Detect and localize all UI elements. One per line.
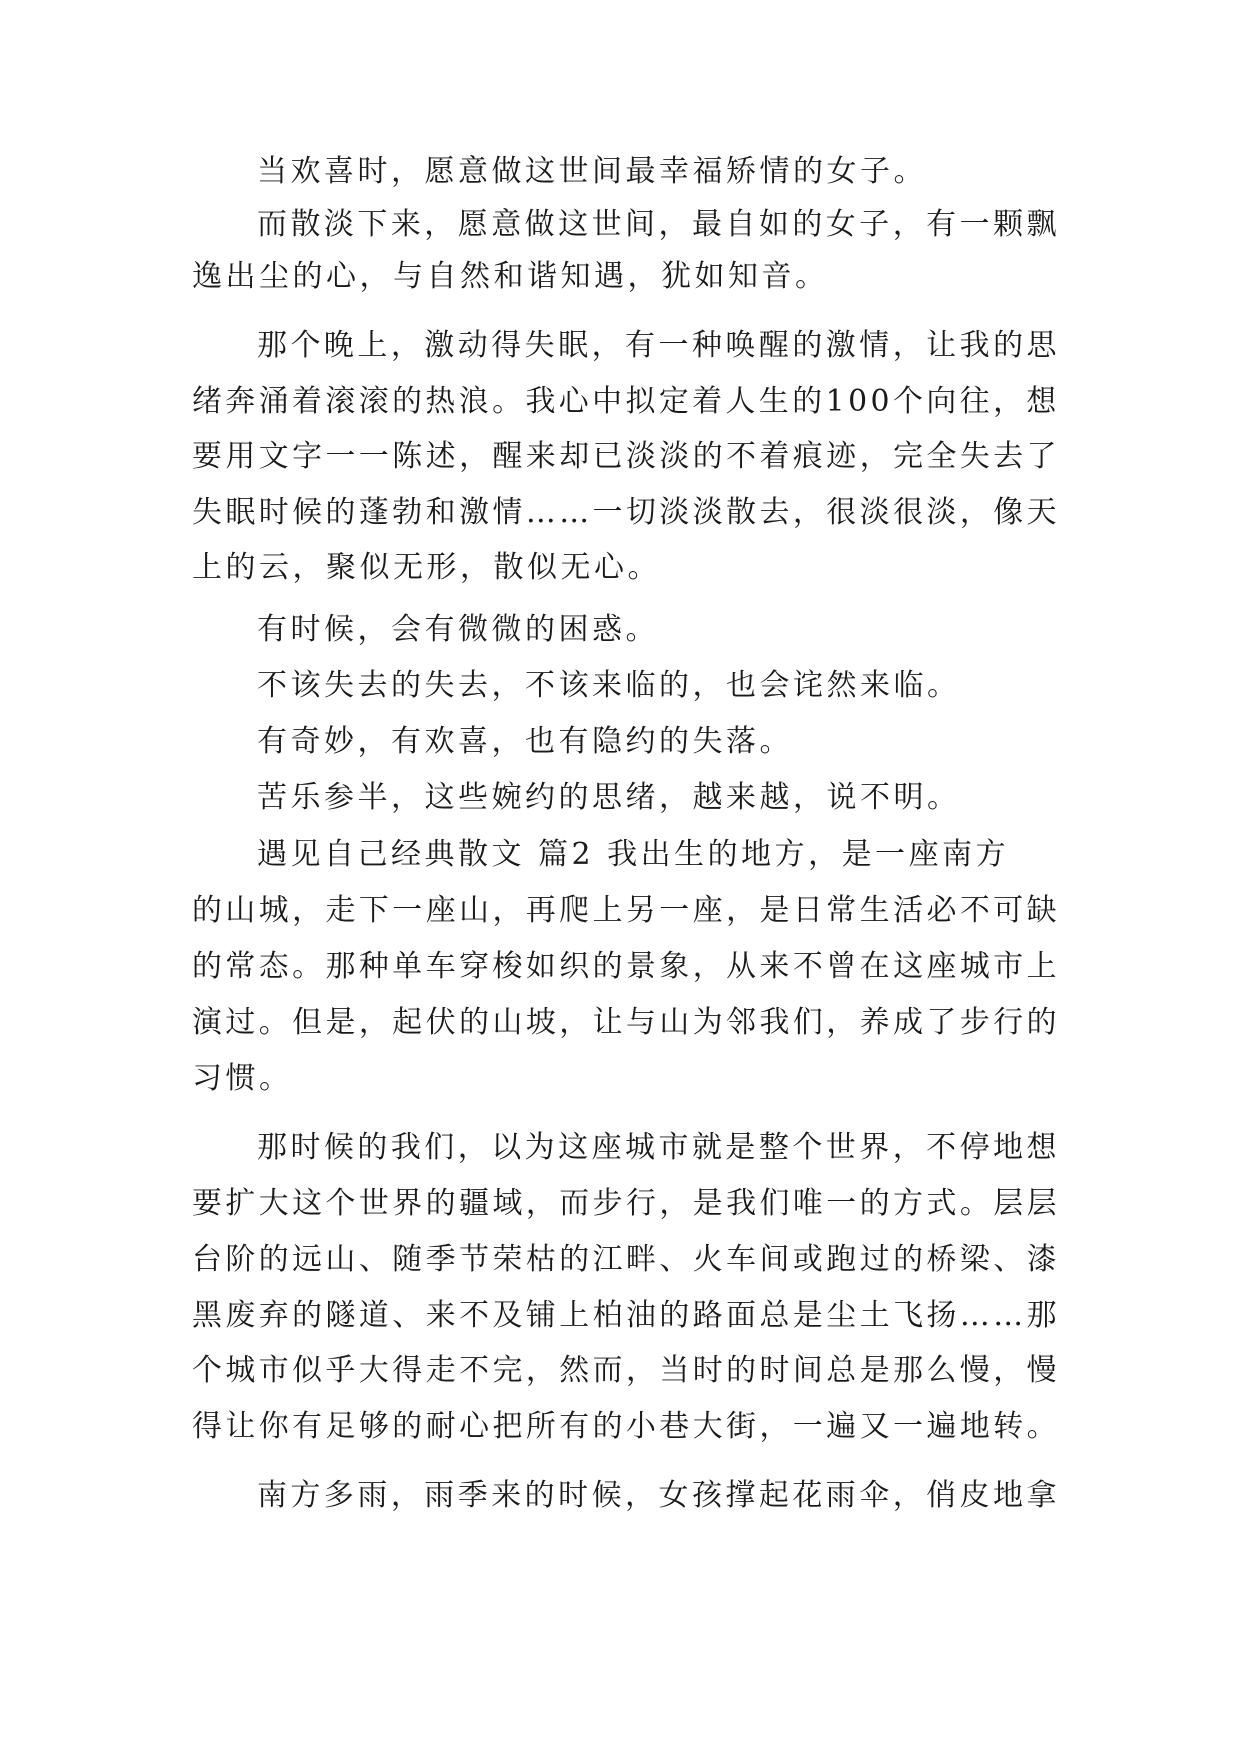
text-line: 黑废弃的隧道、来不及铺上柏油的路面总是尘土飞扬……那 <box>192 1298 1060 1333</box>
text-line: 逸出尘的心，与自然和谐知遇，犹如知音。 <box>192 259 829 294</box>
text-line: 那时候的我们，以为这座城市就是整个世界，不停地想 <box>257 1130 1060 1165</box>
text-line: 要用文字一一陈述，醒来却已淡淡的不着痕迹，完全失去了 <box>192 439 1060 474</box>
text-line: 而散淡下来，愿意做这世间，最自如的女子，有一颗飘 <box>257 207 1060 242</box>
text-line: 得让你有足够的耐心把所有的小巷大街，一遍又一遍地转。 <box>192 1409 1060 1444</box>
text-line: 台阶的远山、随季节荣枯的江畔、火车间或跑过的桥梁、漆 <box>192 1242 1060 1277</box>
text-line: 习惯。 <box>192 1061 293 1096</box>
text-line: 当欢喜时，愿意做这世间最幸福矫情的女子。 <box>257 154 927 189</box>
text-line: 的常态。那种单车穿梭如织的景象，从来不曾在这座城市上 <box>192 949 1060 984</box>
text-line: 绪奔涌着滚滚的热浪。我心中拟定着人生的100个向往，想 <box>192 384 1060 419</box>
text-line: 南方多雨，雨季来的时候，女孩撑起花雨伞，俏皮地拿 <box>257 1478 1060 1513</box>
text-line: 的山城，走下一座山，再爬上另一座，是日常生活必不可缺 <box>192 893 1060 928</box>
section-heading-line: 遇见自己经典散文 篇2 我出生的地方，是一座南方 <box>257 837 1010 872</box>
text-line: 演过。但是，起伏的山坡，让与山为邻我们，养成了步行的 <box>192 1005 1060 1040</box>
text-line: 失眠时候的蓬勃和激情……一切淡淡散去，很淡很淡，像天 <box>192 495 1060 530</box>
text-line: 个城市似乎大得走不完，然而，当时的时间总是那么慢，慢 <box>192 1353 1060 1388</box>
text-line: 有奇妙，有欢喜，也有隐约的失落。 <box>257 724 793 759</box>
text-line: 苦乐参半，这些婉约的思绪，越来越，说不明。 <box>257 780 961 815</box>
text-line: 有时候，会有微微的困惑。 <box>257 612 659 647</box>
text-line: 那个晚上，激动得失眠，有一种唤醒的激情，让我的思 <box>257 328 1060 363</box>
text-line: 要扩大这个世界的疆域，而步行，是我们唯一的方式。层层 <box>192 1186 1060 1221</box>
text-line: 上的云，聚似无形，散似无心。 <box>192 550 661 585</box>
text-line: 不该失去的失去，不该来临的，也会诧然来临。 <box>257 668 961 703</box>
